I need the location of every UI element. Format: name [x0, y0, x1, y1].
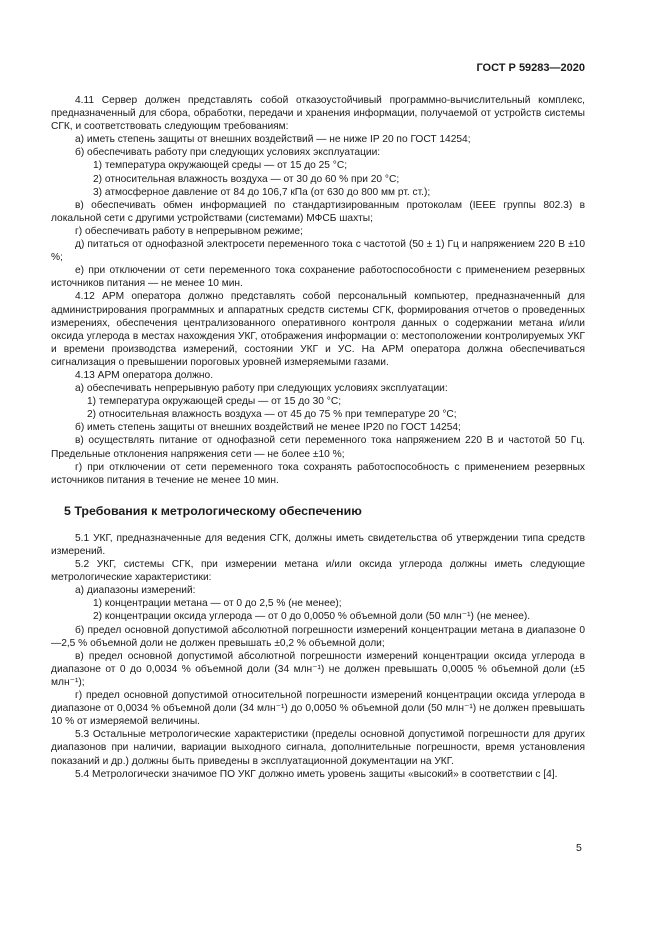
paragraph: д) питаться от однофазной электросети переменного тока с частотой (50 ± 1) Гц и напряжением 220 В ±10 %;: [51, 239, 585, 264]
paragraph: 4.12 АРМ оператора должно представлять собой персональный компьютер, предназначенный для администрирования программных и аппаратных средств системы СГК, формирования отчетов о проведенных измерениях, обеспечения централизованного оперативного контроля данных о содержании метана и/или оксида углерода в местах нахождения УКГ, отображения информации о: местоположении контролируемых УКГ и времени производства измерений, состоянии УКГ и УС. На АРМ оператора должна обеспечиваться сигнализация о превышении пороговых уровней измеряемыми газами.: [51, 291, 585, 368]
paragraph: г) предел основной допустимой относительной погрешности измерений концентрации оксида углерода в диапазоне от 0,0034 % объемной доли (34 млн⁻¹) до 0,0050 % объемной доли (50 млн⁻¹) не должен превышать 10 % от измеряемой величины.: [51, 690, 585, 728]
paragraph: 5.2 УКГ, системы СГК, при измерении метана и/или оксида углерода должны иметь следующие метрологические характеристики:: [51, 559, 585, 584]
paragraph: 2) относительная влажность воздуха — от 45 до 75 % при температуре 20 °С;: [87, 409, 457, 421]
paragraph: б) обеспечивать работу при следующих условиях эксплуатации:: [75, 147, 381, 159]
paragraph: 3) атмосферное давление от 84 до 106,7 кПа (от 630 до 800 мм рт. ст.);: [93, 186, 431, 198]
paragraph: в) обеспечивать обмен информацией по стандартизированным протоколам (IEEE группы 802.3) в локальной сети с другими устройствами (системами) МФСБ шахты;: [51, 199, 585, 224]
section-4-paragraphs: [51, 94, 585, 487]
paragraph: 4.11 Сервер должен представлять собой отказоустойчивый программно-вычислительный комплекс, предназначенный для сбора, обработки, передачи и хранения информации, получаемой от устройств системы СГК, и соответствовать следующим требованиям:: [51, 95, 585, 133]
paragraph: 5.3 Остальные метрологические характеристики (пределы основной допустимой погрешности для других диапазонов при наличии, вариации выходного сигнала, дополнительные погрешности, время установления показаний и др.) должны быть приведены в эксплуатационной документации на УКГ.: [51, 729, 585, 767]
paragraph: б) предел основной допустимой абсолютной погрешности измерений концентрации метана в диапазоне 0—2,5 % объемной доли не должен превышать ±0,2 % объемной доли;: [51, 624, 585, 649]
paragraph: е) при отключении от сети переменного тока сохранение работоспособности с применением резервных источников питания — не менее 10 мин.: [51, 265, 585, 290]
paragraph: г) обеспечивать работу в непрерывном режиме;: [75, 225, 303, 237]
paragraph: 5.4 Метрологически значимое ПО УКГ должно иметь уровень защиты «высокий» в соответствии с [4].: [75, 768, 558, 780]
section-5-heading: 5 Требования к метрологическому обеспечению: [64, 503, 362, 518]
paragraph: 1) температура окружающей среды — от 15 до 25 °С;: [93, 160, 348, 172]
paragraph: 4.13 АРМ оператора должно.: [75, 369, 214, 381]
paragraph: а) диапазоны измерений:: [75, 585, 196, 597]
paragraph: 2) концентрации оксида углерода — от 0 до 0,0050 % объемной доли (50 млн⁻¹) (не менее).: [93, 611, 531, 623]
paragraph: 1) концентрации метана — от 0 до 2,5 % (не менее);: [93, 598, 342, 610]
paragraph: 1) температура окружающей среды — от 15 до 30 °С;: [87, 396, 342, 408]
paragraph: а) иметь степень защиты от внешних воздействий — не ниже IP 20 по ГОСТ 14254;: [75, 134, 471, 146]
document-header-id: ГОСТ Р 59283—2020: [476, 62, 585, 74]
document-body: [51, 94, 585, 781]
paragraph: г) при отключении от сети переменного тока сохранять работоспособность с применением резервных источников питания в течение не менее 10 мин.: [51, 461, 585, 486]
paragraph: в) предел основной допустимой абсолютной погрешности измерений концентрации оксида углерода в диапазоне от 0 до 0,0034 % объемной доли (34 млн⁻¹) не должен превышать 0,0005 % объемной доли (±5 млн⁻¹);: [51, 650, 585, 688]
paragraph: а) обеспечивать непрерывную работу при следующих условиях эксплуатации:: [75, 383, 448, 395]
paragraph: в) осуществлять питание от однофазной сети переменного тока напряжением 220 В и частотой 50 Гц. Предельные отклонения напряжения сети — не более ±10 %;: [51, 435, 585, 460]
page-number: 5: [576, 842, 582, 854]
paragraph: 2) относительная влажность воздуха — от 30 до 60 % при 20 °С;: [93, 173, 400, 185]
paragraph: 5.1 УКГ, предназначенные для ведения СГК, должны иметь свидетельства об утверждении типа средств измерений.: [51, 532, 585, 557]
paragraph: б) иметь степень защиты от внешних воздействий не менее IP20 по ГОСТ 14254;: [75, 422, 461, 434]
section-5-paragraphs: [51, 532, 585, 781]
